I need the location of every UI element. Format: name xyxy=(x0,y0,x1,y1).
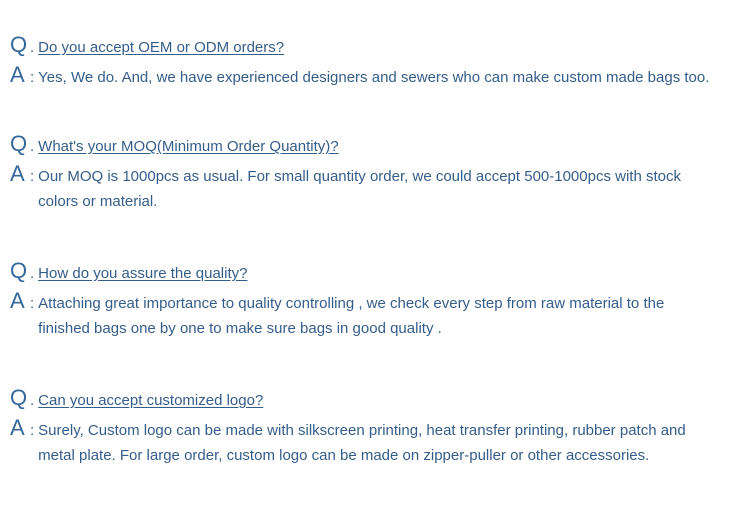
answer-line: Attaching great importance to quality controlling , we check every step from raw material to the xyxy=(38,295,665,312)
answer-line: Our MOQ is 1000pcs as usual. For small quantity order, we could accept 500-1000pcs with stock xyxy=(38,168,681,185)
question-row xyxy=(10,131,742,157)
question-text: What's your MOQ(Minimum Order Quantity)? xyxy=(38,138,339,155)
a-separator: : xyxy=(30,69,35,86)
question-row xyxy=(10,385,742,411)
q-separator: . xyxy=(30,39,35,56)
a-marker: A xyxy=(10,62,25,87)
answer-text xyxy=(38,418,733,468)
faq-item-logo xyxy=(10,385,742,468)
answer-row xyxy=(10,161,742,214)
answer-line: Surely, Custom logo can be made with silkscreen printing, heat transfer printing, rubber patch and xyxy=(38,422,686,439)
faq-item-quality xyxy=(10,258,742,341)
answer-text: Yes, We do. And, we have experienced designers and sewers who can make custom made bags too. xyxy=(38,69,710,86)
q-separator: . xyxy=(30,265,35,282)
a-marker: A xyxy=(10,161,25,186)
q-separator: . xyxy=(30,392,35,409)
q-marker: Q xyxy=(10,32,28,57)
answer-row xyxy=(10,288,742,341)
answer-text xyxy=(38,291,733,341)
answer-line: colors or material. xyxy=(38,193,158,210)
question-row xyxy=(10,258,742,284)
a-marker: A xyxy=(10,415,25,440)
q-separator: . xyxy=(30,138,35,155)
question-text: Do you accept OEM or ODM orders? xyxy=(38,39,285,56)
a-separator: : xyxy=(30,168,35,185)
answer-line: finished bags one by one to make sure bags in good quality . xyxy=(38,320,442,337)
q-marker: Q xyxy=(10,258,28,283)
answer-row xyxy=(10,62,742,90)
question-text: How do you assure the quality? xyxy=(38,265,248,282)
question-row xyxy=(10,32,742,58)
a-marker: A xyxy=(10,288,25,313)
q-marker: Q xyxy=(10,385,28,410)
a-separator: : xyxy=(30,295,35,312)
question-text: Can you accept customized logo? xyxy=(38,392,264,409)
faq-item-oem xyxy=(10,32,742,90)
q-marker: Q xyxy=(10,131,28,156)
answer-text xyxy=(38,164,733,214)
faq-item-moq xyxy=(10,131,742,214)
a-separator: : xyxy=(30,422,35,439)
answer-line: metal plate. For large order, custom logo can be made on zipper-puller or other accessories. xyxy=(38,447,650,464)
answer-row xyxy=(10,415,742,468)
